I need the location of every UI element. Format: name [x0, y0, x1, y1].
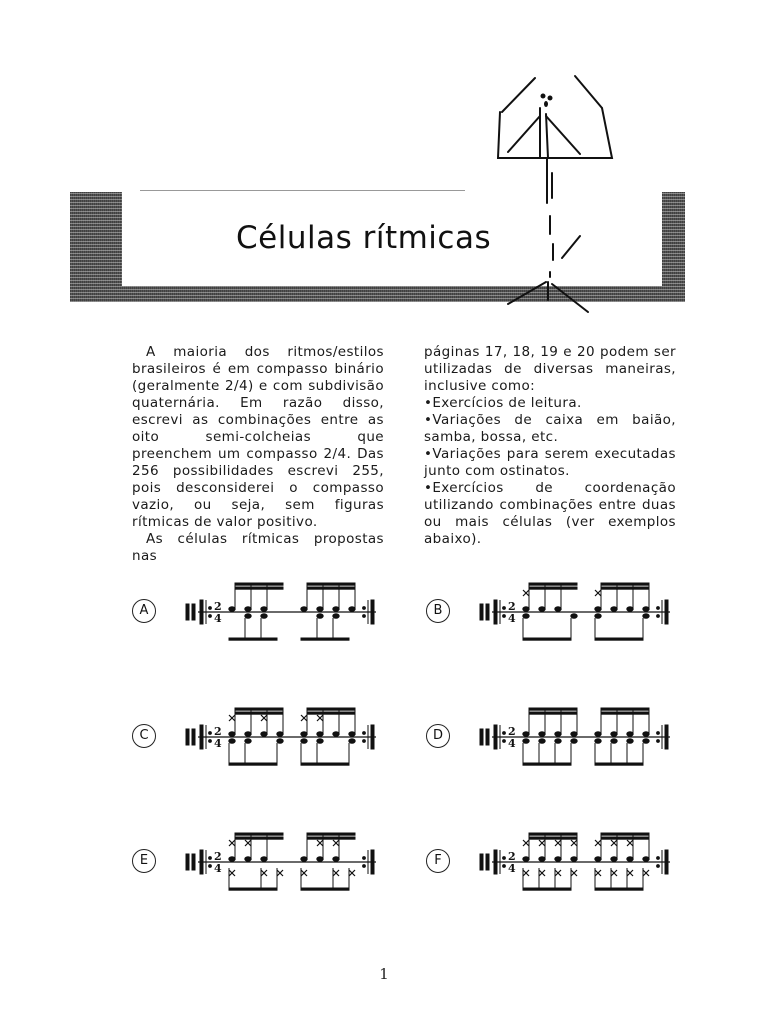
repeat-dot [363, 857, 366, 860]
bass-note [555, 739, 561, 744]
bullet-item: • Variações de caixa em baião, samba, bossa, etc. [424, 412, 676, 446]
snare-note [611, 732, 617, 737]
continuation-paragraph: As células rítmicas propostas nas [132, 531, 384, 564]
repeat-dot [209, 740, 212, 743]
time-signature-bottom: 4 [214, 612, 222, 625]
snare-note [333, 857, 339, 862]
repeat-end-bar [665, 725, 668, 749]
bass-note [245, 614, 251, 619]
bass-note [611, 739, 617, 744]
snare-note [523, 732, 529, 737]
snare-note [555, 857, 561, 862]
drum-notation-staff [474, 578, 674, 648]
snare-note [333, 607, 339, 612]
music-stand-icon [480, 68, 630, 318]
snare-note [245, 732, 251, 737]
repeat-dot [503, 607, 506, 610]
bass-note [317, 739, 323, 744]
beam [229, 638, 277, 640]
beam [307, 708, 355, 710]
bass-note [523, 739, 529, 744]
beam [523, 888, 571, 890]
example-b [426, 578, 686, 648]
percussion-clef [186, 604, 189, 620]
snare-note [261, 857, 267, 862]
percussion-clef [486, 854, 489, 870]
beam [301, 763, 349, 765]
beam [529, 712, 577, 714]
snare-note [643, 857, 649, 862]
repeat-dot [363, 607, 366, 610]
percussion-clef [192, 604, 195, 620]
percussion-clef [480, 854, 483, 870]
example-label: E [132, 849, 156, 873]
snare-note [555, 607, 561, 612]
snare-note [349, 607, 355, 612]
text-column-right [424, 344, 676, 548]
beam [229, 763, 277, 765]
time-signature-top: 2 [508, 850, 516, 863]
example-label: B [426, 599, 450, 623]
bass-note [301, 739, 307, 744]
continuation-text: páginas 17, 18, 19 e 20 podem ser utilizadas de diversas maneiras, inclusive como: [424, 344, 676, 394]
snare-note [229, 732, 235, 737]
snare-note [523, 857, 529, 862]
repeat-dot [657, 857, 660, 860]
snare-note [301, 607, 307, 612]
beam [595, 638, 643, 640]
percussion-clef [192, 854, 195, 870]
beam [595, 888, 643, 890]
repeat-dot [657, 732, 660, 735]
bass-note [539, 739, 545, 744]
example-c [132, 703, 392, 773]
example-a [132, 578, 392, 648]
title-rule [140, 190, 465, 191]
beam [307, 712, 355, 714]
beam [601, 583, 649, 585]
time-signature-bottom: 4 [508, 612, 516, 625]
snare-note [595, 732, 601, 737]
percussion-clef [480, 729, 483, 745]
snare-note [539, 857, 545, 862]
snare-note [301, 857, 307, 862]
beam [595, 763, 643, 765]
time-signature-bottom: 4 [508, 862, 516, 875]
example-label: F [426, 849, 450, 873]
repeat-dot [363, 740, 366, 743]
time-signature-top: 2 [214, 600, 222, 613]
bass-note [523, 614, 529, 619]
snare-note [317, 607, 323, 612]
time-signature-top: 2 [214, 725, 222, 738]
snare-note [261, 732, 267, 737]
beam [601, 833, 649, 835]
beam [301, 638, 349, 640]
snare-note [245, 607, 251, 612]
repeat-dot [503, 615, 506, 618]
beam [307, 587, 355, 589]
beam [235, 712, 283, 714]
repeat-dot [503, 740, 506, 743]
repeat-start-bar [494, 725, 497, 749]
repeat-dot [209, 732, 212, 735]
snare-note [301, 732, 307, 737]
beam [235, 837, 283, 839]
beam [523, 763, 571, 765]
time-signature-bottom: 4 [214, 862, 222, 875]
repeat-end-bar [665, 850, 668, 874]
snare-note [627, 857, 633, 862]
bass-note [571, 614, 577, 619]
bass-note [317, 614, 323, 619]
example-label: C [132, 724, 156, 748]
time-signature-top: 2 [508, 725, 516, 738]
snare-note [277, 732, 283, 737]
intro-paragraph: A maioria dos ritmos/estilos brasileiros é em compasso binário (geralmente 2/4) e com subdivisão quaternária. Em razão disso, escrevi as combinações entre as oito semi-colcheias que preenchem um compasso 2/4. Das 256 possibilidades escrevi 255, pois desconsiderei o compasso vazio, ou seja, sem figuras rítmicas de valor positivo. [132, 344, 384, 530]
repeat-dot [209, 607, 212, 610]
repeat-start-bar [200, 600, 203, 624]
time-signature-top: 2 [508, 600, 516, 613]
snare-note [229, 857, 235, 862]
snare-note [611, 607, 617, 612]
percussion-clef [186, 854, 189, 870]
snare-note [555, 732, 561, 737]
repeat-dot [363, 732, 366, 735]
time-signature-top: 2 [214, 850, 222, 863]
bass-note [643, 614, 649, 619]
snare-note [571, 857, 577, 862]
beam [601, 837, 649, 839]
snare-note [317, 857, 323, 862]
example-d [426, 703, 686, 773]
snare-note [611, 857, 617, 862]
percussion-clef [486, 729, 489, 745]
beam [235, 583, 283, 585]
example-e [132, 828, 392, 898]
snare-note [523, 607, 529, 612]
snare-note [643, 607, 649, 612]
bass-note [277, 739, 283, 744]
repeat-dot [657, 740, 660, 743]
beam [529, 837, 577, 839]
beam [529, 583, 577, 585]
beam [601, 587, 649, 589]
page-number: 1 [379, 965, 389, 983]
snare-note [539, 607, 545, 612]
example-label: A [132, 599, 156, 623]
snare-note [595, 857, 601, 862]
drum-notation-staff [180, 828, 380, 898]
repeat-dot [657, 615, 660, 618]
drum-notation-staff [180, 578, 380, 648]
bass-note [245, 739, 251, 744]
bass-note [595, 614, 601, 619]
beam [235, 587, 283, 589]
repeat-dot [363, 865, 366, 868]
snare-note [595, 607, 601, 612]
bass-note [643, 739, 649, 744]
snare-note [539, 732, 545, 737]
beam [301, 888, 349, 890]
bass-note [261, 614, 267, 619]
snare-note [333, 732, 339, 737]
bass-note [229, 739, 235, 744]
beam [601, 708, 649, 710]
percussion-clef [486, 604, 489, 620]
example-label: D [426, 724, 450, 748]
repeat-dot [209, 615, 212, 618]
beam [307, 833, 355, 835]
repeat-end-bar [371, 850, 374, 874]
repeat-start-bar [494, 600, 497, 624]
snare-note [245, 857, 251, 862]
beam [529, 833, 577, 835]
bullet-item: • Variações para serem executadas junto com ostinatos. [424, 446, 676, 480]
repeat-dot [503, 732, 506, 735]
bass-note [595, 739, 601, 744]
percussion-clef [186, 729, 189, 745]
time-signature-bottom: 4 [214, 737, 222, 750]
snare-note [317, 732, 323, 737]
beam [235, 708, 283, 710]
snare-note [643, 732, 649, 737]
beam [529, 708, 577, 710]
repeat-dot [209, 865, 212, 868]
percussion-clef [192, 729, 195, 745]
repeat-start-bar [200, 725, 203, 749]
repeat-dot [209, 857, 212, 860]
snare-note [571, 732, 577, 737]
repeat-end-bar [371, 725, 374, 749]
repeat-end-bar [665, 600, 668, 624]
bass-note [349, 739, 355, 744]
snare-note [627, 732, 633, 737]
beam [307, 583, 355, 585]
drum-notation-staff [474, 828, 674, 898]
repeat-start-bar [494, 850, 497, 874]
repeat-dot [503, 865, 506, 868]
percussion-clef [480, 604, 483, 620]
bass-note [571, 739, 577, 744]
bullet-item: • Exercícios de leitura. [424, 395, 676, 412]
time-signature-bottom: 4 [508, 737, 516, 750]
bass-note [333, 614, 339, 619]
snare-note [349, 732, 355, 737]
beam [235, 833, 283, 835]
beam [601, 712, 649, 714]
bass-note [627, 739, 633, 744]
beam [523, 638, 571, 640]
repeat-dot [503, 857, 506, 860]
snare-note [261, 607, 267, 612]
text-column-left [132, 344, 384, 565]
beam [229, 888, 277, 890]
repeat-dot [657, 865, 660, 868]
bullet-item: • Exercícios de coordenação utilizando combinações entre duas ou mais células (ver exemplos abaixo). [424, 480, 676, 548]
snare-note [229, 607, 235, 612]
repeat-dot [363, 615, 366, 618]
repeat-dot [657, 607, 660, 610]
repeat-start-bar [200, 850, 203, 874]
drum-notation-staff [180, 703, 380, 773]
example-f [426, 828, 686, 898]
page-title: Células rítmicas [236, 220, 492, 256]
snare-note [627, 607, 633, 612]
repeat-end-bar [371, 600, 374, 624]
beam [529, 587, 577, 589]
drum-notation-staff [474, 703, 674, 773]
beam [307, 837, 355, 839]
